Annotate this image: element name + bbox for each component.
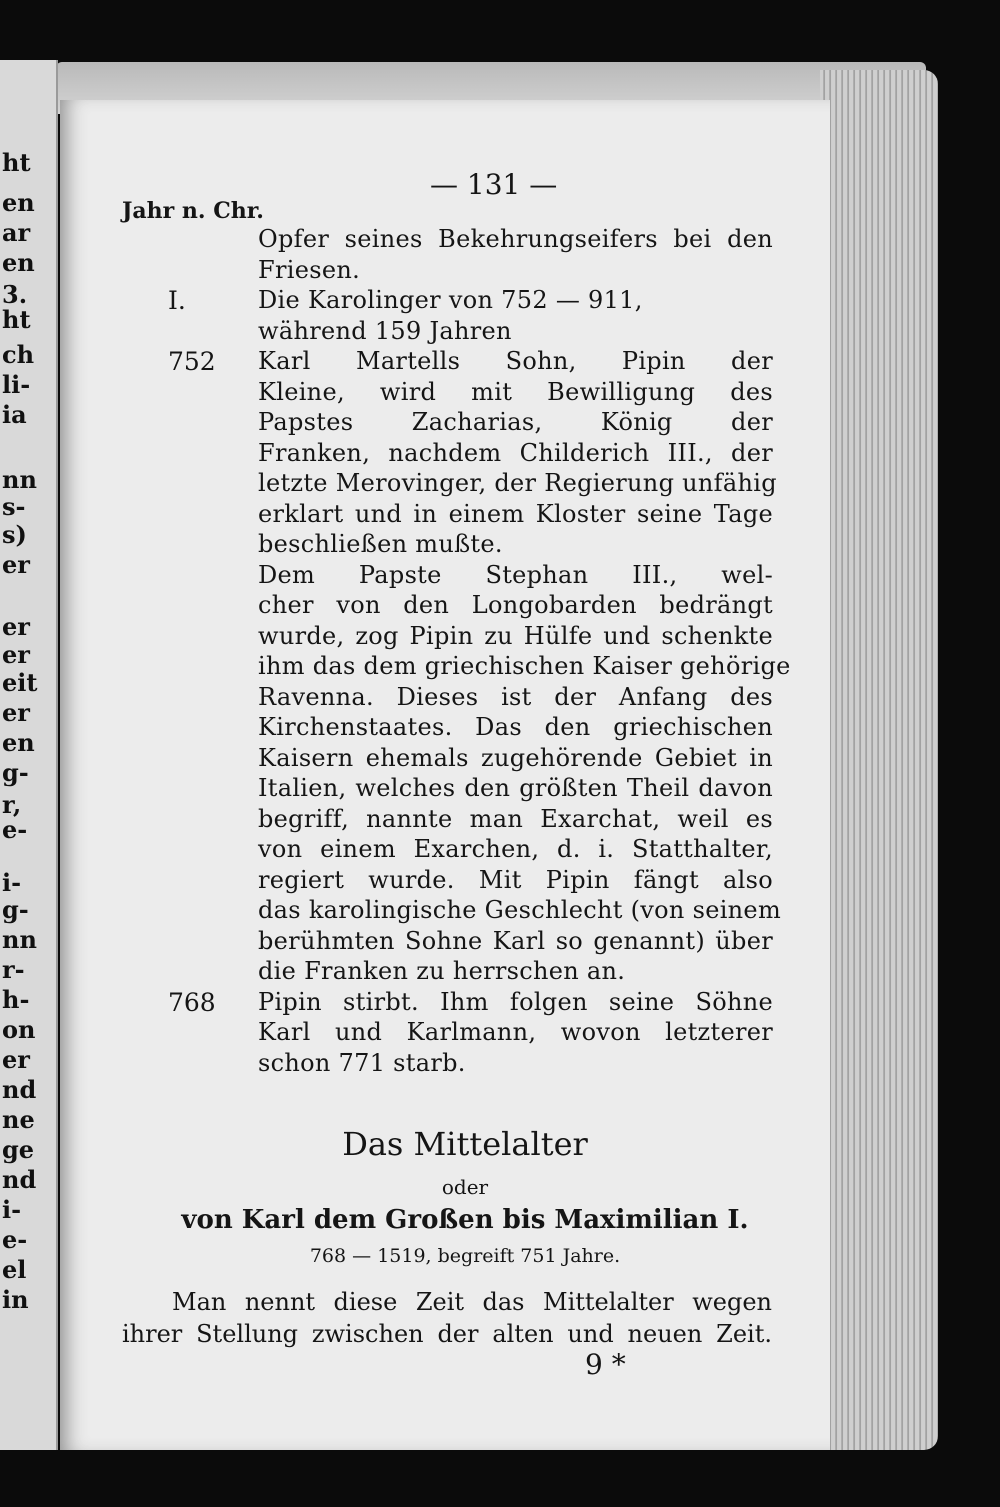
left-page-fragment: i- <box>2 868 22 897</box>
left-page-fragment: on <box>2 1015 36 1044</box>
left-page-fragment: er <box>2 612 30 641</box>
left-page-fragment: nn <box>2 465 37 494</box>
left-page-fragment: ht <box>2 305 31 334</box>
left-page-fragment: in <box>2 1285 29 1314</box>
text-line: während 159 Jahren <box>258 316 512 345</box>
book-page <box>60 100 830 1450</box>
left-page-fragment: s) <box>2 520 27 549</box>
year-label: 752 <box>168 347 216 376</box>
left-page-fragment: ch <box>2 340 35 369</box>
closing-line-2: ihrer Stellung zwischen der alten und neuen Zeit. <box>122 1320 772 1348</box>
text-line: Kirchenstaates. Das den griechischen <box>258 713 773 741</box>
text-line: regiert wurde. Mit Pipin fängt also <box>258 865 773 894</box>
text-line: beschließen mußte. <box>258 530 503 558</box>
section-title: Das Mittelalter <box>342 1125 588 1163</box>
closing-line-1: Man nennt diese Zeit das Mittelalter wegen <box>172 1288 772 1316</box>
left-page <box>0 60 58 1450</box>
text-line: Die Karolinger von 752 — 911, <box>258 286 643 314</box>
left-page-fragment: g- <box>2 758 29 787</box>
text-line: Italien, welches den größten Theil davon <box>258 774 773 802</box>
left-page-fragment: r, <box>2 790 22 819</box>
page-edges <box>820 70 938 1450</box>
left-page-fragment: g- <box>2 895 29 924</box>
left-page-fragment: ia <box>2 400 27 429</box>
text-line: schon 771 starb. <box>258 1048 466 1077</box>
left-page-fragment: 3. <box>2 280 28 309</box>
year-label: 768 <box>168 987 216 1017</box>
left-page-fragment: nd <box>2 1075 37 1104</box>
text-line: letzte Merovinger, der Regierung unfähig <box>258 469 777 497</box>
left-page-fragment: er <box>2 698 30 727</box>
text-line: wurde, zog Pipin zu Hülfe und schenkte <box>258 621 773 650</box>
left-page-fragment: eit <box>2 668 38 697</box>
text-line: erklart und in einem Kloster seine Tage <box>258 499 773 528</box>
left-page-fragment: ht <box>2 148 31 177</box>
left-page-fragment: er <box>2 640 30 669</box>
text-line: Ravenna. Dieses ist der Anfang des <box>258 682 773 711</box>
text-line: Franken, nachdem Childerich III., der <box>258 438 773 467</box>
left-page-fragment: el <box>2 1255 27 1284</box>
text-line: das karolingische Geschlecht (von seinem <box>258 896 781 924</box>
page-number: — 131 — <box>430 168 558 201</box>
text-line: begriff, nannte man Exarchat, weil es <box>258 804 773 833</box>
left-page-fragment: e- <box>2 1225 28 1254</box>
text-line: Pipin stirbt. Ihm folgen seine Söhne <box>258 987 773 1016</box>
text-line: Karl Martells Sohn, Pipin der <box>258 347 773 375</box>
era-label: Jahr n. Chr. <box>122 198 264 224</box>
text-line: ihm das dem griechischen Kaiser gehörige <box>258 652 791 680</box>
text-line: Kaisern ehemals zugehörende Gebiet in <box>258 743 773 772</box>
text-line: Opfer seines Bekehrungseifers bei den <box>258 225 773 253</box>
text-line: die Franken zu herrschen an. <box>258 957 626 985</box>
left-page-fragment: s- <box>2 492 26 521</box>
text-line: Papstes Zacharias, König der <box>258 408 773 436</box>
left-page-fragment: en <box>2 248 35 277</box>
left-page-fragment: nd <box>2 1165 37 1194</box>
left-page-fragment: en <box>2 188 35 217</box>
text-line: Friesen. <box>258 255 361 284</box>
footer-signature: 9 * <box>585 1348 626 1381</box>
left-page-fragment: h- <box>2 985 30 1014</box>
left-page-fragment: e- <box>2 815 28 844</box>
left-page-fragment: i- <box>2 1195 22 1224</box>
left-page-fragment: er <box>2 1045 30 1074</box>
left-page-fragment: ar <box>2 218 31 247</box>
left-page-fragment: r- <box>2 955 25 984</box>
text-line: Kleine, wird mit Bewilligung des <box>258 377 773 406</box>
section-connector: oder <box>441 1175 489 1199</box>
left-page-fragment: er <box>2 550 30 579</box>
text-line: berühmten Sohne Karl so genannt) über <box>258 926 773 955</box>
text-line: cher von den Longobarden bedrängt <box>258 591 773 619</box>
left-page-fragment: en <box>2 728 35 757</box>
section-range: 768 — 1519, begreift 751 Jahre. <box>309 1245 621 1267</box>
left-page-fragment: li- <box>2 370 31 399</box>
left-page-fragment: ne <box>2 1105 35 1134</box>
text-line: von einem Exarchen, d. i. Statthalter, <box>258 835 773 863</box>
text-line: Karl und Karlmann, wovon letzterer <box>258 1018 773 1046</box>
section-subtitle: von Karl dem Großen bis Maximilian I. <box>181 1205 749 1235</box>
left-page-fragment: ge <box>2 1135 35 1164</box>
year-label: I. <box>168 286 186 315</box>
left-page-fragment: nn <box>2 925 37 954</box>
text-line: Dem Papste Stephan III., wel- <box>258 560 773 589</box>
